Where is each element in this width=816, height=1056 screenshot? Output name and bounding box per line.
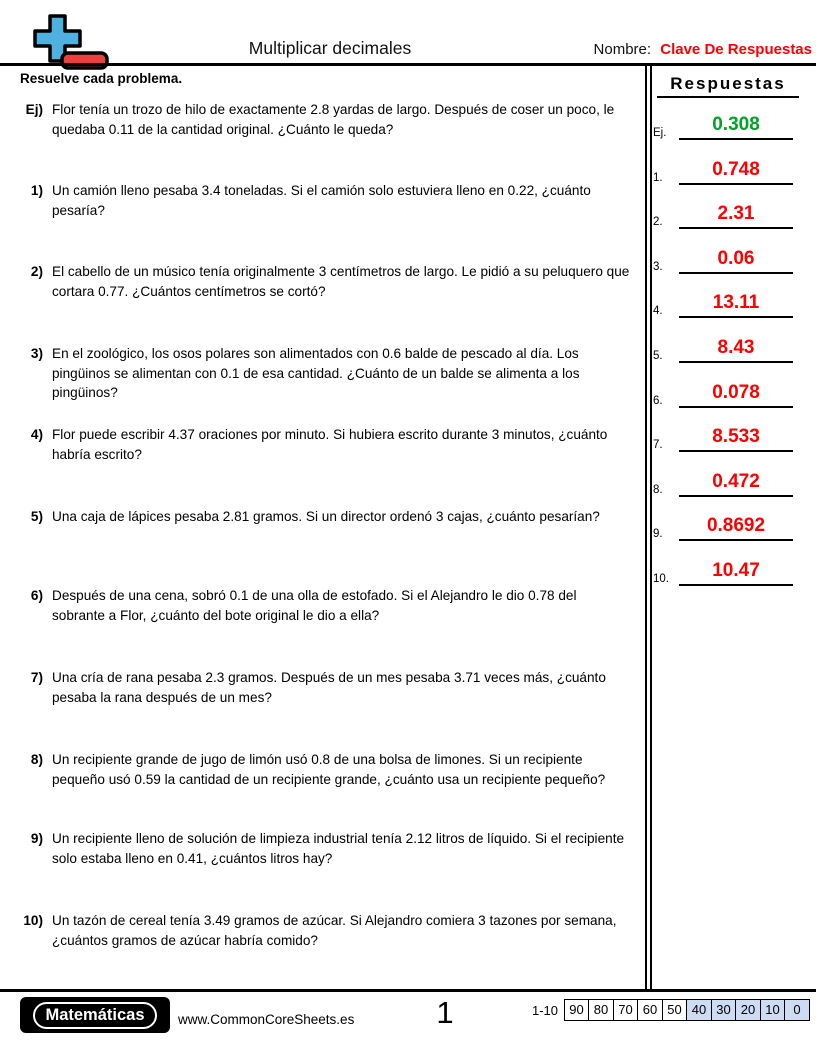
name-row bbox=[594, 41, 812, 58]
problem-text: Un recipiente lleno de solución de limpieza industrial tenía 2.12 litros de líquido. Si el recipiente solo estaba lleno en 0.41, ¿cuántos litros hay? bbox=[52, 831, 625, 866]
answer-value: 8.43 bbox=[679, 335, 793, 363]
score-cell-40: 40 bbox=[686, 999, 712, 1021]
score-cell-70: 70 bbox=[613, 999, 639, 1021]
problem-8 bbox=[14, 750, 642, 789]
brand-name: Matemáticas bbox=[33, 1002, 156, 1029]
instructions-text: Resuelve cada problema. bbox=[20, 71, 183, 86]
score-cell-60: 60 bbox=[637, 999, 663, 1021]
problem-5 bbox=[14, 507, 642, 527]
problem-10 bbox=[14, 911, 642, 950]
answer-label: 2. bbox=[653, 216, 663, 228]
answers-title: Respuestas bbox=[657, 74, 799, 98]
answer-value: 0.748 bbox=[679, 157, 793, 185]
problem-7 bbox=[14, 668, 642, 707]
answer-row-9 bbox=[653, 511, 793, 541]
answer-row-2 bbox=[653, 199, 793, 229]
problem-number: 6) bbox=[30, 588, 43, 603]
answer-row-1 bbox=[653, 155, 793, 185]
answer-value: 0.078 bbox=[679, 380, 793, 408]
answer-value: 0.308 bbox=[679, 112, 793, 140]
problem-text: Un recipiente grande de jugo de limón usó 0.8 de una bolsa de limones. Si un recipiente pequeño usó 0.59 la cantidad de un recipiente grande, ¿cuánto usa un recipiente pequeño? bbox=[52, 752, 606, 787]
column-divider-line bbox=[650, 63, 652, 992]
score-cell-90: 90 bbox=[564, 999, 590, 1021]
answer-row-6 bbox=[653, 378, 793, 408]
footer-divider bbox=[0, 989, 816, 992]
answer-row-10 bbox=[653, 556, 793, 586]
problem-number: 5) bbox=[30, 509, 43, 524]
problem-number: Ej) bbox=[25, 102, 43, 117]
problem-number: 2) bbox=[30, 264, 43, 279]
problem-text: Un camión lleno pesaba 3.4 toneladas. Si el camión solo estuviera lleno en 0.22, ¿cuánto pesaría? bbox=[52, 183, 591, 218]
problem-text: Flor tenía un trozo de hilo de exactamente 2.8 yardas de largo. Después de coser un poco, le quedaba 0.11 de la cantidad original. ¿Cuánto le queda? bbox=[52, 102, 615, 137]
answer-label: 9. bbox=[653, 528, 663, 540]
problem-text: Flor puede escribir 4.37 oraciones por minuto. Si hubiera escrito durante 3 minutos, ¿cuánto habría escrito? bbox=[52, 427, 608, 462]
answer-row-ej bbox=[653, 110, 793, 140]
website-url: www.CommonCoreSheets.es bbox=[178, 1012, 355, 1027]
answer-row-5 bbox=[653, 333, 793, 363]
problem-2 bbox=[14, 262, 642, 301]
problem-text: Una caja de lápices pesaba 2.81 gramos. Si un director ordenó 3 cajas, ¿cuánto pesarían? bbox=[52, 509, 600, 524]
answer-label: 1. bbox=[653, 172, 663, 184]
problem-1 bbox=[14, 181, 642, 220]
score-cell-10: 10 bbox=[760, 999, 786, 1021]
problem-ej bbox=[14, 100, 642, 139]
problem-3 bbox=[14, 344, 642, 403]
answer-label: 3. bbox=[653, 261, 663, 273]
answer-label: 5. bbox=[653, 350, 663, 362]
score-cell-80: 80 bbox=[588, 999, 614, 1021]
answer-row-7 bbox=[653, 422, 793, 452]
header-divider bbox=[0, 63, 816, 66]
problem-4 bbox=[14, 425, 642, 464]
problem-text: El cabello de un músico tenía originalmente 3 centímetros de largo. Le pidió a su peluquero que cortara 0.77. ¿Cuántos centímetros se cortó? bbox=[52, 264, 630, 299]
problem-text: En el zoológico, los osos polares son alimentados con 0.6 balde de pescado al día. Los pingüinos se alimentan con 0.1 de esa cantidad. ¿Cuánto de un balde se alimenta a los pingüinos? bbox=[52, 346, 580, 400]
problem-number: 3) bbox=[30, 346, 43, 361]
answer-value: 10.47 bbox=[679, 558, 793, 586]
answer-label: 7. bbox=[653, 439, 663, 451]
answer-label: 8. bbox=[653, 484, 663, 496]
problem-number: 10) bbox=[23, 913, 43, 928]
problem-number: 4) bbox=[30, 427, 43, 442]
answer-value: 13.11 bbox=[679, 290, 793, 318]
column-divider-line bbox=[645, 63, 647, 992]
answer-label: 10. bbox=[653, 573, 669, 585]
answer-value: 0.472 bbox=[679, 469, 793, 497]
answer-value: 2.31 bbox=[679, 201, 793, 229]
answer-value: 0.8692 bbox=[679, 513, 793, 541]
problem-number: 8) bbox=[30, 752, 43, 767]
score-cell-30: 30 bbox=[711, 999, 737, 1021]
name-value: Clave De Respuestas bbox=[660, 41, 812, 58]
answer-row-8 bbox=[653, 467, 793, 497]
score-range-label: 1-10 bbox=[531, 1002, 558, 1018]
problem-text: Una cría de rana pesaba 2.3 gramos. Después de un mes pesaba 3.71 veces más, ¿cuánto pesaba la rana después de un mes? bbox=[52, 670, 606, 705]
page-number: 1 bbox=[436, 995, 454, 1030]
score-cell-50: 50 bbox=[662, 999, 688, 1021]
problem-text: Después de una cena, sobró 0.1 de una olla de estofado. Si el Alejandro le dio 0.78 del sobrante a Flor, ¿cuánto del bote original le dio a ella? bbox=[52, 588, 577, 623]
answer-row-4 bbox=[653, 288, 793, 318]
problem-6 bbox=[14, 586, 642, 625]
problem-number: 1) bbox=[30, 183, 43, 198]
name-label: Nombre: bbox=[593, 41, 652, 58]
problem-text: Un tazón de cereal tenía 3.49 gramos de azúcar. Si Alejandro comiera 3 tazones por semana, ¿cuántos gramos de azúcar habría comido? bbox=[52, 913, 617, 948]
score-table bbox=[532, 999, 810, 1021]
answer-value: 0.06 bbox=[679, 246, 793, 274]
problem-number: 9) bbox=[30, 831, 43, 846]
answer-label: Ej. bbox=[653, 127, 667, 139]
score-cell-0: 0 bbox=[784, 999, 810, 1021]
problem-9 bbox=[14, 829, 642, 868]
answer-value: 8.533 bbox=[679, 424, 793, 452]
answer-row-3 bbox=[653, 244, 793, 274]
page-title: Multiplicar decimales bbox=[248, 38, 412, 58]
problem-number: 7) bbox=[30, 670, 43, 685]
answer-label: 4. bbox=[653, 305, 663, 317]
score-cell-20: 20 bbox=[735, 999, 761, 1021]
answer-label: 6. bbox=[653, 395, 663, 407]
